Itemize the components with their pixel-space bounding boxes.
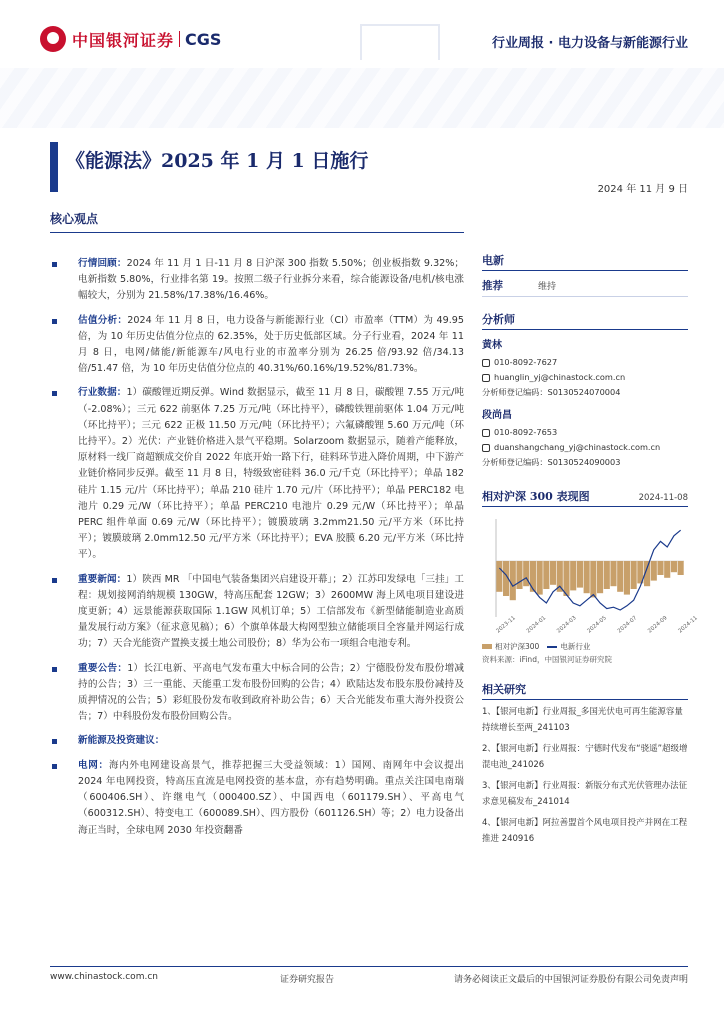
email-text[interactable]: duanshangchang_yj@chinastock.com.cn (494, 442, 661, 452)
chart-bar (577, 561, 583, 588)
footer-divider (50, 966, 688, 967)
performance-chart (482, 511, 699, 639)
performance-chart-container (482, 511, 699, 639)
chart-bar (496, 561, 502, 592)
paragraph-text: 1）碳酸锂近期反弹。Wind 数据显示，截至 11 月 8 日，碳酸锂 7.55 万元/吨（-2.08%）；三元 622 前驱体 7.25 万元/吨（环比持平），磷酸铁锂前驱体 1.04 万元/吨（环比持平）；三元 622 正极 11.50 万元/吨（环比持平）；六氟磷酸锂 5.60 万元/吨（环比持平）。2）光伏：产业链价格进入景气平稳期。Solarzoom 数据显示，随着产能释放，原材料一线厂商超额成交价自 2022 年底开始一路下行，硅料环节进入降价周期，中下游产业链价格同步反弹。截至 11 月 8 日，特级致密硅料 36.0 元/千克（环比持平）；单晶 182 硅片 1.15 元/片（环比持平）；单晶 210 硅片 1.70 元/片（环比持平）；单晶 PERC182 电池片 0.29 元/W（环比持平）；单晶 PERC210 电池片 0.29 元/W（环比持平）；单晶 PERC 组件单面 0.69 元/W（环比持平）；镀膜玻璃 3.2mm21.50 元/平方米（环比持平）；镀膜玻璃 2.0mm12.50 元/平方米（环比持平）；EVA 胶膜 6.20 元/平方米（环比持平）。 (78, 387, 465, 561)
analyst-section (482, 309, 688, 470)
rating-row (482, 275, 688, 297)
paragraph-label: 估值分析： (78, 314, 128, 326)
analyst-license: 分析师登记编码：S0130524090003 (482, 457, 621, 467)
chart-bar (657, 561, 663, 575)
paragraph-text: 2024 年 11 月 8 日，电力设备与新能源行业（CI）市盈率（TTM）为 49.95 倍，为 10 年历史估值分位点的 62.35%，处于历史低部区域。分子行业看，2024 年 11 月 8 日，电网/储能/新能源车/风电行业的市盈率分别为 26.25 倍/93.92 倍/34.13 倍/51.47 倍，为 10 年历史估值分位点的 40.31%/60.16%/19.52%/81.73%。 (78, 314, 464, 375)
industry-heading: 电新 (482, 250, 688, 271)
report-category: 行业周报 · 电力设备与新能源行业 (492, 36, 688, 51)
legend-bar-swatch (482, 644, 492, 649)
chart-bar (510, 561, 516, 600)
analyst-email[interactable] (482, 370, 688, 385)
core-views-heading: 核心观点 (50, 212, 99, 226)
bullet-icon (52, 667, 57, 672)
paragraph-text: 1）长江电新、平高电气发布重大中标合同的公告；2）宁德股份发布股份增减持的公告；3）三一重能、天能重工发布股份回购的公告；4）欧陆达发布股东股份减持及质押情况的公告；5）彩虹股份发布收到政府补助公告；6）天合光能发布重大海外投资公告；7）中科股份发布股份回购公告。 (78, 662, 464, 723)
core-views-divider (50, 232, 464, 233)
section-investment-advice (52, 733, 464, 749)
sidebar (482, 250, 699, 852)
footer-website[interactable]: www.chinastock.com.cn (50, 972, 158, 982)
legend-line-swatch (547, 646, 557, 648)
chart-bar (563, 561, 569, 596)
analyst-name: 段尚昌 (482, 410, 512, 421)
x-tick-label: 2024-01 (525, 615, 548, 635)
analyst-heading: 分析师 (482, 309, 688, 330)
chart-bar (590, 561, 596, 597)
paragraph-text: 2024 年 11 月 1 日-11 月 8 日沪深 300 指数 5.50%；创业板指数 9.32%；电新指数 5.80%，行业排名第 19。按照二级子行业拆分来看，综合能源设备/电机/核电涨幅较大，分别为 21.58%/17.38%/16.46%。 (78, 258, 464, 302)
chart-bar (664, 561, 670, 578)
logo-divider (179, 31, 180, 47)
x-tick-label: 2024-09 (647, 615, 669, 635)
paragraph-label: 重要新闻： (78, 573, 127, 585)
logo-text-en: CGS (185, 29, 222, 49)
performance-heading (482, 486, 688, 507)
decorative-band (0, 60, 724, 128)
rating-key: 推荐 (482, 280, 503, 292)
bullet-icon (52, 391, 57, 396)
footer-disclaimer: 请务必阅读正文最后的中国银河证券股份有限公司免责声明 (453, 975, 688, 985)
paragraph-text: 1）陕西 MR 「中国电气装备集团兴启建设开幕」；2）江苏印发绿电「三挂」工程：规划接网消纳规模 130GW，特高压配套 12GW；3）2600MW 海上风电项目建设进度更新；4）远景能源获取国际 1.1GW 风机订单；5）工信部发布《新型储能制造业高质量发展行动方案》（征求意见稿）；6）个旗单体最大构网型独立储能项目全容量并网运行成功；7）天合光能资产置换支援土地公司股份；8）华为公布一项组合电池专利。 (78, 573, 465, 650)
chart-bar (624, 561, 630, 595)
performance-date: 2024-11-08 (638, 493, 688, 503)
analyst-phone (482, 355, 688, 370)
paragraph-news (52, 572, 464, 653)
chart-legend (482, 641, 688, 652)
research-item[interactable]: 4、【银河电新】阿拉善盟首个风电项目投产并网在工程推进 240916 (482, 818, 688, 844)
chart-bar (584, 561, 590, 593)
performance-title: 相对沪深 300 表现图 (482, 490, 590, 503)
paragraph-label: 重要公告： (78, 662, 128, 674)
chart-bar (570, 561, 576, 590)
chart-bar (604, 561, 610, 589)
chart-bar (617, 561, 623, 592)
paragraph-market-review (52, 256, 464, 305)
email-icon (482, 374, 490, 382)
analyst-license: 分析师登记编码：S0130524070004 (482, 387, 621, 397)
paragraph-announcements (52, 661, 464, 726)
paragraph-label: 行业数据： (78, 387, 127, 399)
company-logo (40, 26, 221, 52)
x-tick-label: 2024-07 (616, 615, 639, 635)
analyst-email[interactable] (482, 440, 688, 455)
bullet-icon (52, 578, 57, 583)
related-research-section (482, 679, 688, 847)
related-research-heading: 相关研究 (482, 679, 688, 700)
x-tick-label: 2024-05 (586, 615, 608, 635)
report-date: 2024 年 11 月 9 日 (597, 184, 688, 195)
report-title: 《能源法》2025 年 1 月 1 日施行 (66, 150, 369, 172)
legend-line-label: 电新行业 (560, 642, 591, 651)
logo-icon (40, 26, 66, 52)
footer-report-type: 证券研究报告 (280, 975, 335, 985)
phone-text: 010-8092-7627 (494, 357, 558, 367)
paragraph-industry-data (52, 385, 464, 563)
chart-bar (678, 561, 684, 575)
bullet-icon (52, 319, 57, 324)
page-header (40, 24, 688, 60)
logo-text-cn: 中国银河证券 (72, 30, 175, 50)
bullet-icon (52, 739, 57, 744)
chart-bar (530, 561, 536, 592)
chart-bar (516, 561, 522, 589)
analyst-phone (482, 425, 688, 440)
paragraph-valuation (52, 313, 464, 378)
chart-bar (610, 561, 616, 586)
chart-bar (550, 561, 556, 585)
chart-bar (597, 561, 603, 593)
performance-section (482, 486, 699, 665)
paragraph-text: 海内外电网建设高景气，推荐把握三大受益领域：1）国网、南网年中会议提出 2024 年电网投资，特高压直流是电网投资的基本盘，亦有趋势明确。重点关注国电南瑞（600406.SH）、许继电气（000400.SZ）、中国西电（601179.SH）、平高电气（600312.SH）、特变电工（600089.SH）、四方股份（601126.SH）等；2）电力设备出海正当时，全球电网 2030 年投资翻番 (78, 759, 465, 836)
chart-bar (631, 561, 637, 589)
research-item[interactable]: 1、【银河电新】行业周报_多国光伏电可再生能源容量持续增长至两_241103 (482, 707, 683, 733)
chart-bar (557, 561, 563, 592)
bullet-icon (52, 764, 57, 769)
phone-icon (482, 359, 490, 367)
paragraph-label: 电网： (78, 759, 109, 771)
x-tick-label: 2024-03 (556, 615, 578, 635)
chart-bar (651, 561, 657, 581)
section-heading: 新能源及投资建议： (78, 735, 165, 747)
title-accent-bar (50, 142, 58, 192)
email-icon (482, 444, 490, 452)
chart-bar (543, 561, 549, 589)
chart-source: 资料来源：iFind，中国银河证券研究院 (482, 655, 612, 664)
phone-text: 010-8092-7653 (494, 427, 558, 437)
research-item[interactable]: 2、【银河电新】行业周报：宁德时代发布“骁遥”超级增混电池_241026 (482, 744, 688, 770)
analyst-name: 黄林 (482, 340, 502, 351)
rating-value: 维持 (538, 282, 557, 292)
x-tick-label: 2023-11 (495, 615, 517, 635)
phone-icon (482, 429, 490, 437)
legend-bar-label: 相对沪深300 (495, 642, 540, 651)
chart-bar (671, 561, 677, 572)
paragraph-grid (52, 758, 464, 839)
research-item[interactable]: 3、【银河电新】行业周报：新版分布式光伏管理办法征求意见稿发布_241014 (482, 781, 688, 807)
bullet-icon (52, 262, 57, 267)
main-content (52, 256, 464, 847)
email-text[interactable]: huanglin_yj@chinastock.com.cn (494, 372, 626, 382)
chart-bar (537, 561, 543, 595)
x-tick-label: 2024-11 (677, 615, 699, 635)
paragraph-label: 行情回顾： (78, 258, 127, 269)
